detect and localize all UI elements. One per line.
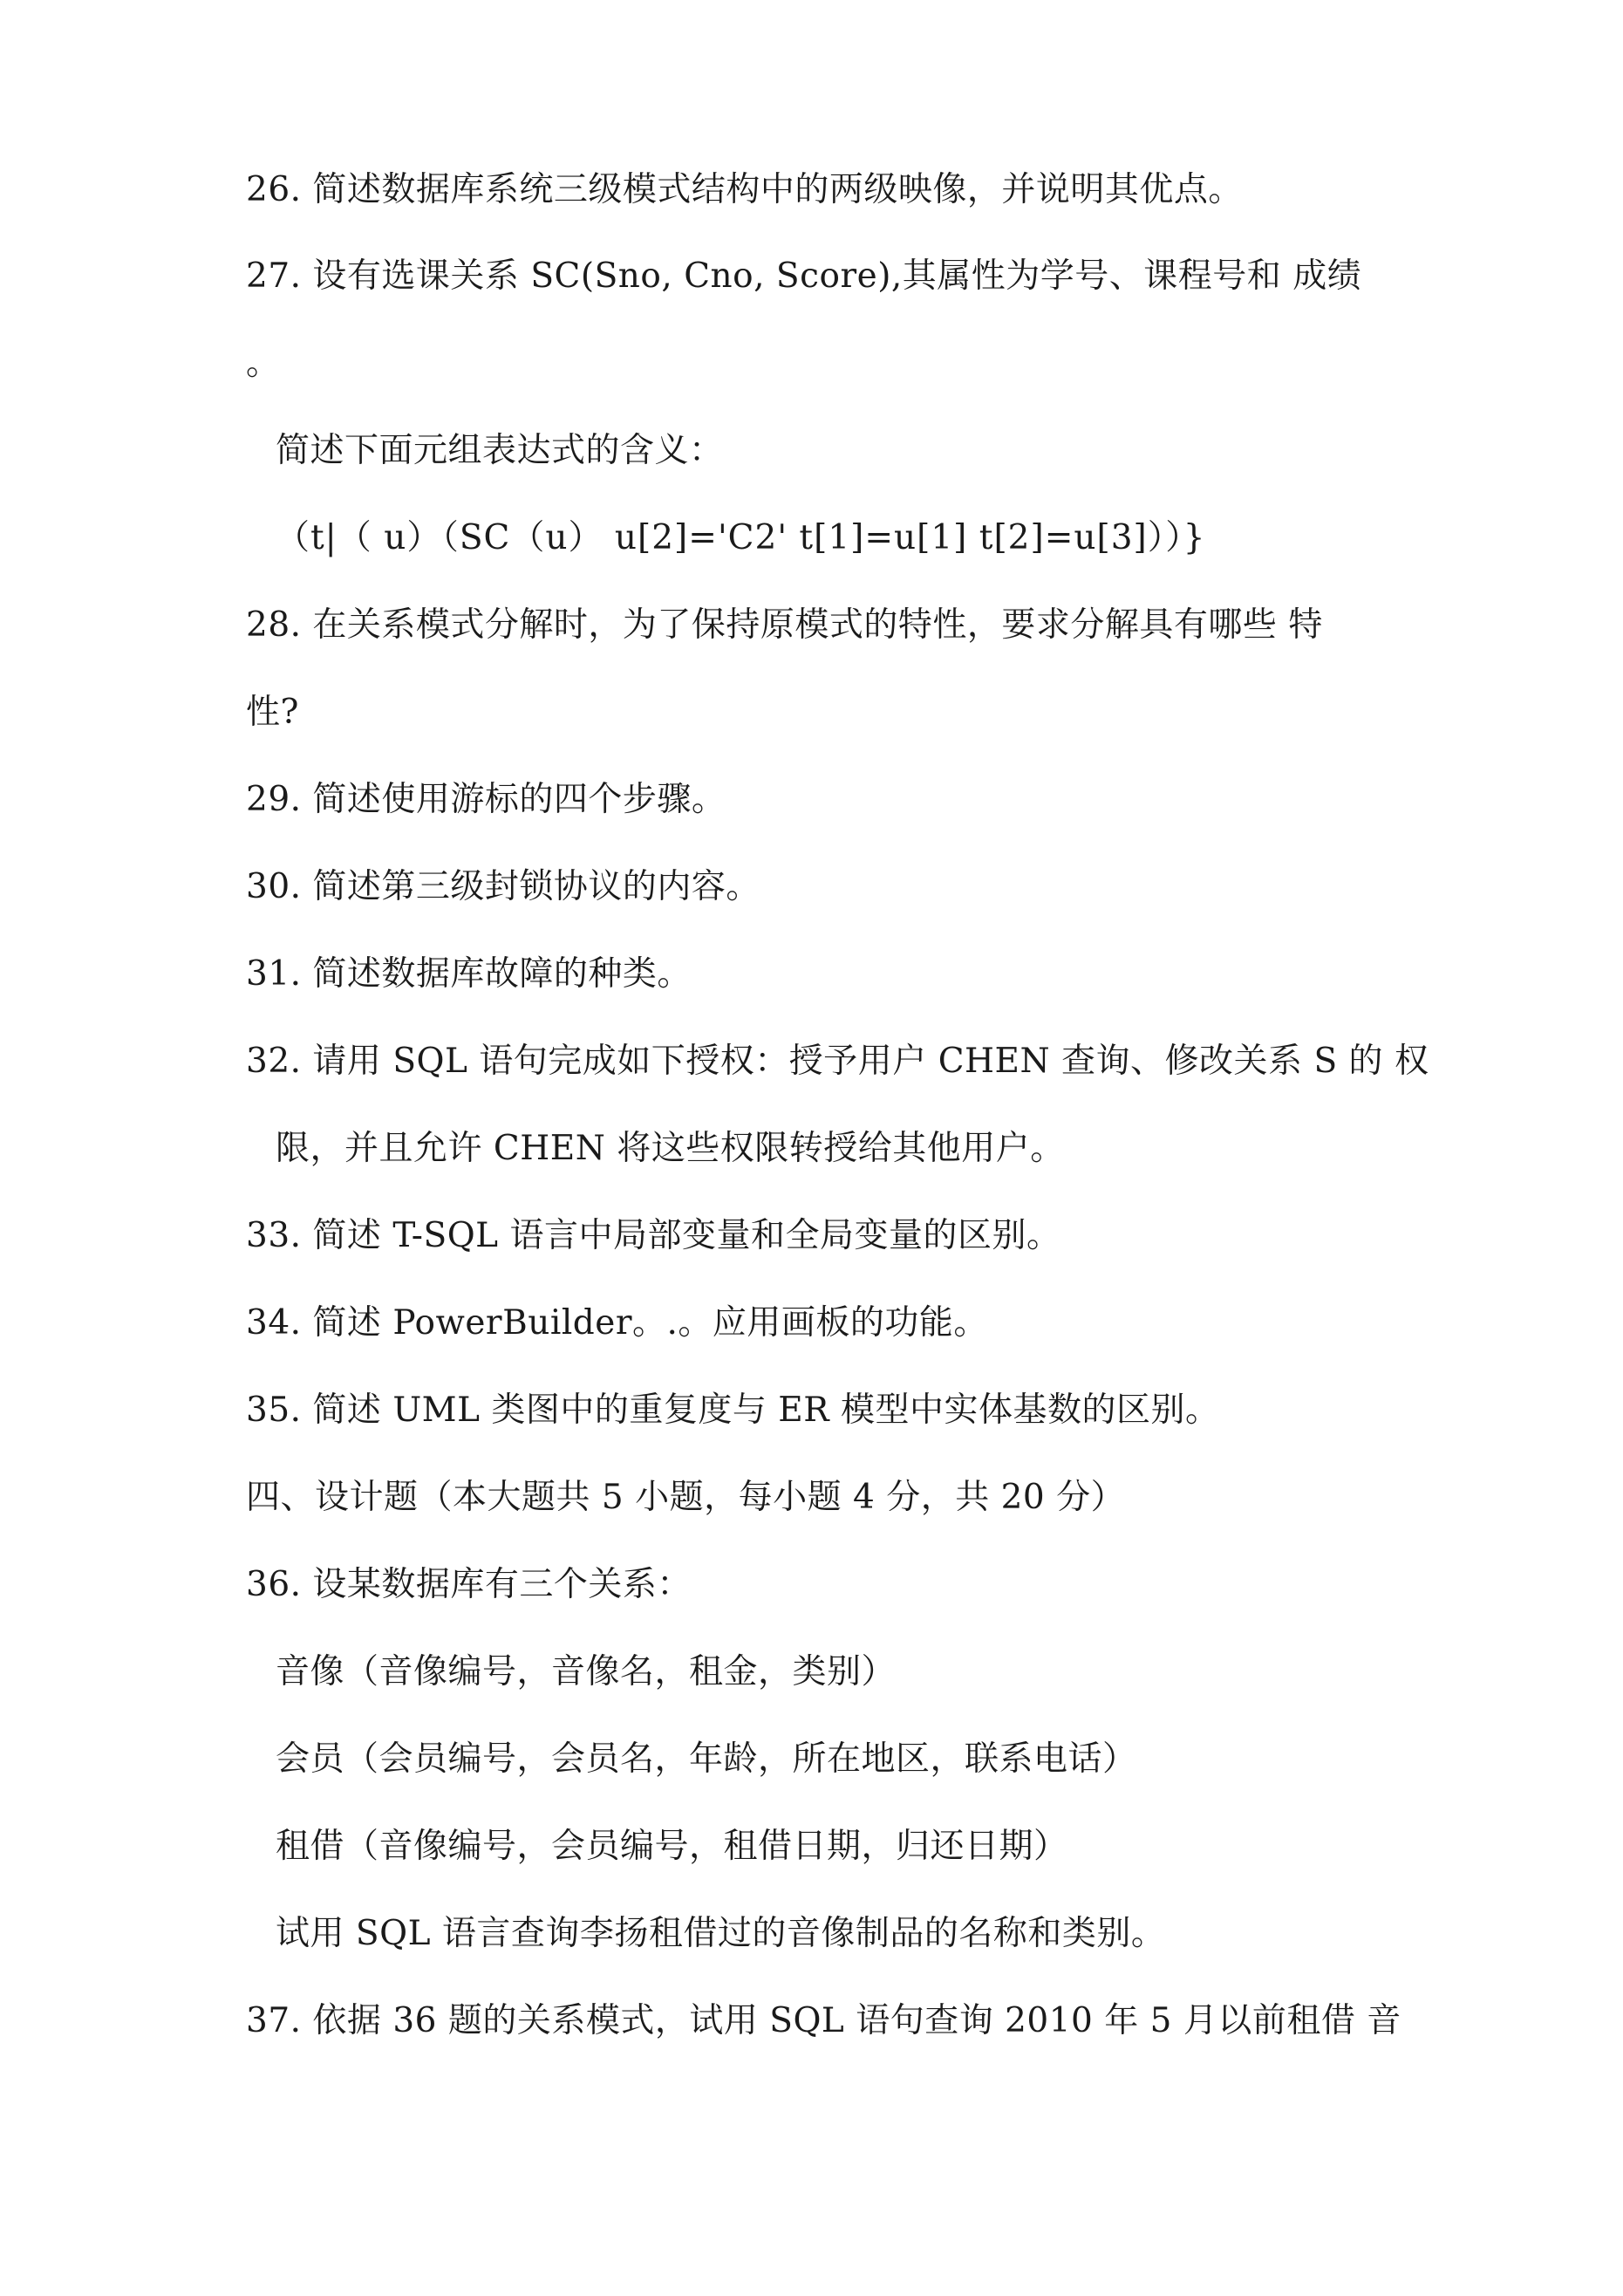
question-30: 30. 简述第三级封锁协议的内容。 (246, 867, 760, 906)
section-4-heading: 四、设计题（本大题共 5 小题，每小题 4 分，共 20 分） (246, 1478, 1126, 1517)
question-34: 34. 简述 PowerBuilder。.。应用画板的功能。 (246, 1303, 988, 1343)
question-37-line-1: 37. 依据 36 题的关系模式，试用 SQL 语句查询 2010 年 5 月以前租借 音 (246, 2001, 1401, 2040)
question-27-line-2: 。 (246, 344, 281, 383)
question-26: 26. 简述数据库系统三级模式结构中的两级映像，并说明其优点。 (246, 170, 1243, 209)
relation-rental: 租借（音像编号，会员编号，租借日期，归还日期） (276, 1827, 1068, 1866)
tuple-expression: （t|（ u）（SC（u） u[2]='C2' t[1]=u[1] t[2]=u[3]））} (276, 518, 1206, 557)
question-27-prompt: 简述下面元组表达式的含义： (276, 431, 724, 470)
question-27-line-1: 27. 设有选课关系 SC(Sno, Cno, Score),其属性为学号、课程号和 成绩 (246, 256, 1362, 296)
question-28-line-2: 性? (246, 693, 299, 732)
question-31: 31. 简述数据库故障的种类。 (246, 954, 692, 994)
question-35: 35. 简述 UML 类图中的重复度与 ER 模型中实体基数的区别。 (246, 1391, 1220, 1430)
relation-audio: 音像（音像编号，音像名，租金，类别） (276, 1652, 897, 1691)
question-36-intro: 36. 设某数据库有三个关系： (246, 1565, 692, 1604)
question-33: 33. 简述 T-SQL 语言中局部变量和全局变量的区别。 (246, 1216, 1061, 1255)
relation-member: 会员（会员编号，会员名，年龄，所在地区，联系电话） (276, 1739, 1137, 1779)
question-36-task: 试用 SQL 语言查询李扬租借过的音像制品的名称和类别。 (276, 1914, 1166, 1953)
question-32-line-1: 32. 请用 SQL 语句完成如下授权：授予用户 CHEN 查询、修改关系 S 的 权 (246, 1042, 1429, 1081)
question-32-line-2: 限，并且允许 CHEN 将这些权限转授给其他用户。 (276, 1129, 1065, 1168)
question-28-line-1: 28. 在关系模式分解时，为了保持原模式的特性，要求分解具有哪些 特 (246, 605, 1323, 645)
question-29: 29. 简述使用游标的四个步骤。 (246, 780, 726, 819)
